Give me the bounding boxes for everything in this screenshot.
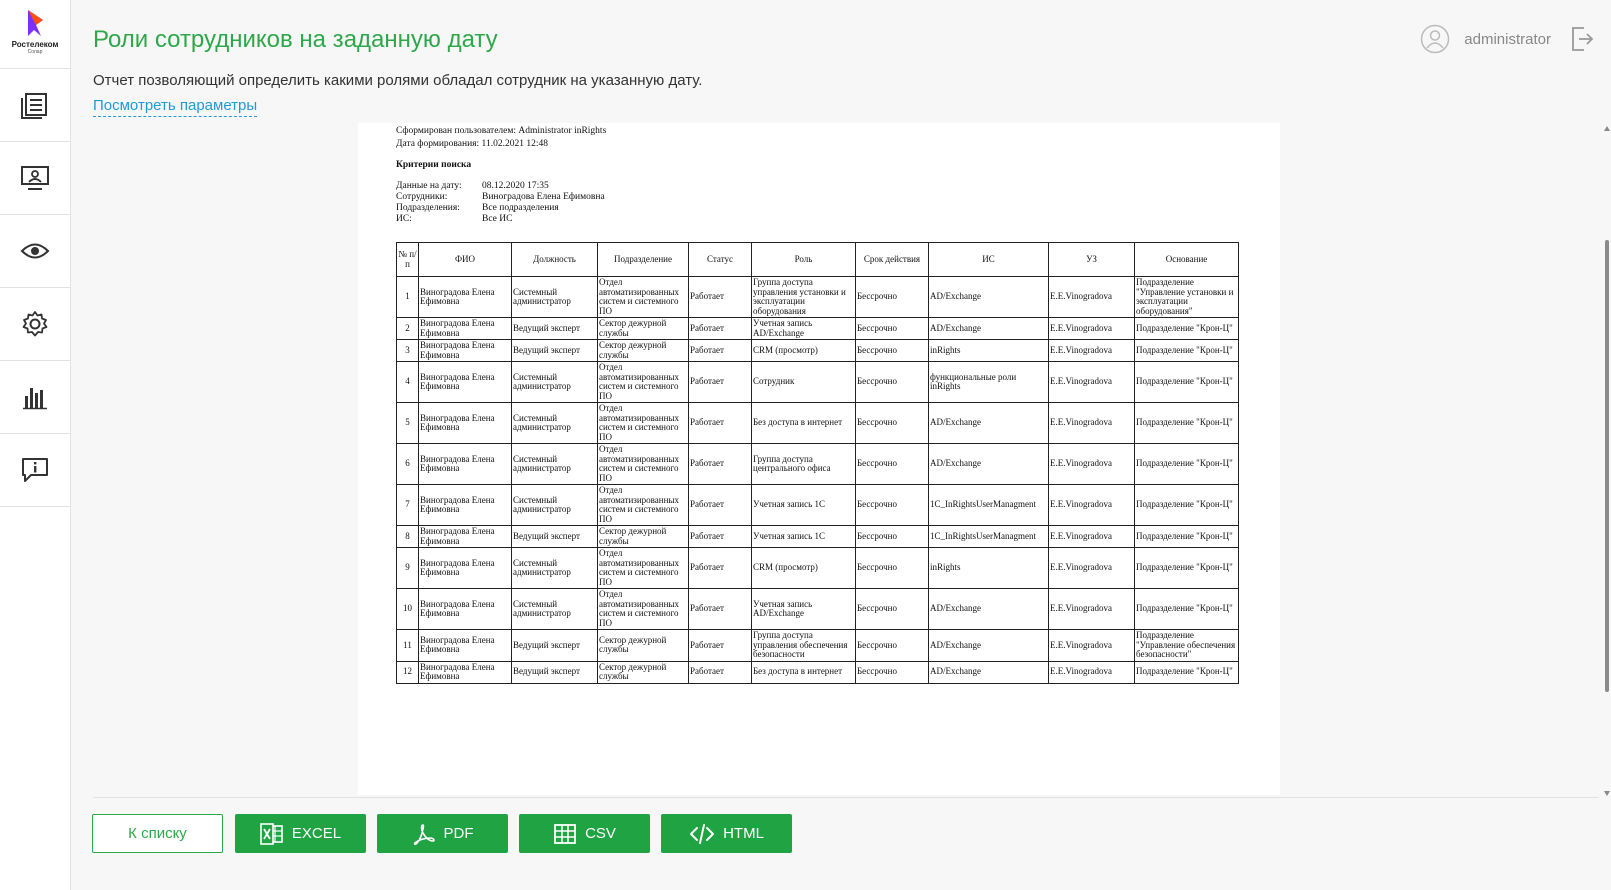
- logo-text: Ростелеком: [11, 40, 59, 49]
- col-header: Срок действия: [856, 243, 929, 277]
- table-cell: AD/Exchange: [929, 318, 1049, 340]
- table-cell: E.E.Vinogradova: [1049, 403, 1135, 444]
- export-excel-button[interactable]: [235, 814, 366, 853]
- info-message-icon: [20, 456, 50, 484]
- table-cell: Сектор дежурной службы: [598, 318, 689, 340]
- table-cell: Ведущий эксперт: [512, 661, 598, 683]
- table-cell: Работает: [689, 526, 752, 548]
- table-cell: Сектор дежурной службы: [598, 661, 689, 683]
- table-cell: Подразделение "Крон-Ц": [1135, 340, 1239, 362]
- table-cell: Сектор дежурной службы: [598, 340, 689, 362]
- table-cell: AD/Exchange: [929, 630, 1049, 662]
- table-cell: Виноградова Елена Ефимовна: [419, 444, 512, 485]
- table-cell: 1C_InRightsUserManagment: [929, 485, 1049, 526]
- table-cell: Системный администратор: [512, 277, 598, 318]
- table-cell: E.E.Vinogradova: [1049, 318, 1135, 340]
- table-cell: Подразделение "Крон-Ц": [1135, 444, 1239, 485]
- table-cell: Системный администратор: [512, 444, 598, 485]
- nav-monitor[interactable]: [0, 142, 70, 215]
- table-cell: Отдел автоматизированных систем и системного ПО: [598, 277, 689, 318]
- table-cell: Бессрочно: [856, 526, 929, 548]
- col-header: № п/п: [397, 243, 419, 277]
- rostelecom-logo-icon: [24, 8, 46, 38]
- back-to-list-button[interactable]: [92, 814, 223, 853]
- export-pdf-button[interactable]: [377, 814, 508, 853]
- table-cell: Системный администратор: [512, 548, 598, 589]
- table-cell: Виноградова Елена Ефимовна: [419, 485, 512, 526]
- table-cell: Виноградова Елена Ефимовна: [419, 277, 512, 318]
- table-cell: Виноградова Елена Ефимовна: [419, 630, 512, 662]
- table-cell: Работает: [689, 444, 752, 485]
- report-table: [396, 242, 1239, 684]
- table-row: [397, 362, 1239, 403]
- table-row: [397, 661, 1239, 683]
- table-row: [397, 444, 1239, 485]
- table-cell: E.E.Vinogradova: [1049, 526, 1135, 548]
- table-cell: Работает: [689, 340, 752, 362]
- table-cell: 2: [397, 318, 419, 340]
- logo-subtext: Солар: [27, 49, 43, 55]
- col-header: Подразделение: [598, 243, 689, 277]
- table-cell: Виноградова Елена Ефимовна: [419, 589, 512, 630]
- logout-button[interactable]: [1571, 26, 1595, 57]
- table-cell: Отдел автоматизированных систем и системного ПО: [598, 444, 689, 485]
- table-cell: Работает: [689, 661, 752, 683]
- table-cell: Подразделение "Управление обеспечения безопасности": [1135, 630, 1239, 662]
- table-cell: Ведущий эксперт: [512, 340, 598, 362]
- table-cell: Системный администратор: [512, 362, 598, 403]
- table-header-row: [397, 243, 1239, 277]
- table-cell: Бессрочно: [856, 277, 929, 318]
- user-menu[interactable]: [1420, 24, 1551, 54]
- scrollbar-thumb[interactable]: [1605, 240, 1609, 692]
- table-row: [397, 277, 1239, 318]
- nav-info[interactable]: [0, 434, 70, 507]
- table-cell: функциональные роли inRights: [929, 362, 1049, 403]
- table-cell: 10: [397, 589, 419, 630]
- export-pdf-label: PDF: [443, 825, 474, 842]
- report-generated-by: Сформирован пользователем: Administrator inRights: [396, 126, 607, 136]
- table-cell: Подразделение "Крон-Ц": [1135, 403, 1239, 444]
- criteria-value: Все ИС: [482, 214, 513, 224]
- table-cell: 5: [397, 403, 419, 444]
- col-header: Должность: [512, 243, 598, 277]
- page-description: Отчет позволяющий определить какими ролями обладал сотрудник на указанную дату.: [93, 72, 703, 89]
- table-cell: Работает: [689, 403, 752, 444]
- table-cell: Работает: [689, 318, 752, 340]
- table-cell: E.E.Vinogradova: [1049, 340, 1135, 362]
- report-preview: [358, 123, 1280, 795]
- table-cell: CRM (просмотр): [752, 548, 856, 589]
- table-cell: Ведущий эксперт: [512, 630, 598, 662]
- sidebar: [0, 0, 71, 890]
- criteria-label: ИС:: [396, 214, 412, 224]
- table-cell: Подразделение "Крон-Ц": [1135, 589, 1239, 630]
- table-cell: Группа доступа центрального офиса: [752, 444, 856, 485]
- divider: [93, 797, 1599, 798]
- criteria-row: [396, 192, 605, 203]
- table-cell: Учетная запись 1С: [752, 526, 856, 548]
- criteria-value: 08.12.2020 17:35: [482, 181, 549, 191]
- table-cell: Работает: [689, 362, 752, 403]
- table-cell: E.E.Vinogradova: [1049, 444, 1135, 485]
- table-cell: Ведущий эксперт: [512, 526, 598, 548]
- table-cell: Сектор дежурной службы: [598, 526, 689, 548]
- table-cell: Отдел автоматизированных систем и системного ПО: [598, 403, 689, 444]
- code-icon: [689, 823, 715, 845]
- export-html-button[interactable]: [661, 814, 792, 853]
- table-cell: 9: [397, 548, 419, 589]
- criteria-value: Виноградова Елена Ефимовна: [482, 192, 605, 202]
- table-cell: Подразделение "Крон-Ц": [1135, 526, 1239, 548]
- table-cell: Работает: [689, 589, 752, 630]
- page-title: Роли сотрудников на заданную дату: [93, 26, 498, 53]
- table-cell: Системный администратор: [512, 485, 598, 526]
- criteria-label: Сотрудники:: [396, 192, 448, 202]
- table-cell: E.E.Vinogradova: [1049, 548, 1135, 589]
- report-criteria-title: Критерии поиска: [396, 160, 472, 170]
- table-cell: Подразделение "Крон-Ц": [1135, 485, 1239, 526]
- col-header: ФИО: [419, 243, 512, 277]
- table-cell: AD/Exchange: [929, 277, 1049, 318]
- table-cell: Системный администратор: [512, 403, 598, 444]
- table-row: [397, 589, 1239, 630]
- report-generated-at: Дата формирования: 11.02.2021 12:48: [396, 139, 548, 149]
- criteria-row: [396, 214, 605, 225]
- criteria-row: [396, 181, 605, 192]
- table-cell: Виноградова Елена Ефимовна: [419, 548, 512, 589]
- table-row: [397, 485, 1239, 526]
- table-cell: Бессрочно: [856, 630, 929, 662]
- table-cell: inRights: [929, 548, 1049, 589]
- export-csv-label: CSV: [585, 825, 616, 842]
- table-cell: E.E.Vinogradova: [1049, 485, 1135, 526]
- username: administrator: [1464, 30, 1551, 48]
- table-row: [397, 403, 1239, 444]
- table-cell: AD/Exchange: [929, 444, 1049, 485]
- table-cell: inRights: [929, 340, 1049, 362]
- table-cell: Отдел автоматизированных систем и системного ПО: [598, 589, 689, 630]
- table-cell: Виноградова Елена Ефимовна: [419, 362, 512, 403]
- table-cell: 11: [397, 630, 419, 662]
- table-cell: 4: [397, 362, 419, 403]
- table-row: [397, 526, 1239, 548]
- nav-reports[interactable]: [0, 69, 70, 142]
- main-content: [71, 0, 1611, 890]
- table-cell: Бессрочно: [856, 444, 929, 485]
- document-list-icon: [20, 91, 50, 119]
- report-criteria: [396, 181, 605, 225]
- table-row: [397, 318, 1239, 340]
- view-parameters-link[interactable]: Посмотреть параметры: [93, 97, 257, 117]
- table-cell: 6: [397, 444, 419, 485]
- monitor-user-icon: [20, 164, 50, 192]
- table-cell: Виноградова Елена Ефимовна: [419, 403, 512, 444]
- scroll-up-arrow-icon[interactable]: [1604, 126, 1610, 131]
- scrollbar[interactable]: [1603, 126, 1611, 796]
- table-cell: Бессрочно: [856, 661, 929, 683]
- table-cell: Группа доступа управления установки и эксплуатации оборудования: [752, 277, 856, 318]
- table-cell: Работает: [689, 277, 752, 318]
- table-cell: Бессрочно: [856, 403, 929, 444]
- table-cell: Бессрочно: [856, 318, 929, 340]
- table-cell: 8: [397, 526, 419, 548]
- table-cell: CRM (просмотр): [752, 340, 856, 362]
- table-cell: Подразделение "Управление установки и эксплуатации оборудования": [1135, 277, 1239, 318]
- gear-icon: [21, 310, 49, 338]
- table-cell: Подразделение "Крон-Ц": [1135, 548, 1239, 589]
- back-to-list-label: К списку: [128, 825, 187, 842]
- table-cell: Виноградова Елена Ефимовна: [419, 661, 512, 683]
- table-cell: E.E.Vinogradova: [1049, 362, 1135, 403]
- table-cell: 1C_InRightsUserManagment: [929, 526, 1049, 548]
- export-html-label: HTML: [723, 825, 764, 842]
- table-cell: Отдел автоматизированных систем и системного ПО: [598, 485, 689, 526]
- table-cell: Бессрочно: [856, 362, 929, 403]
- table-body: [397, 277, 1239, 684]
- table-cell: Отдел автоматизированных систем и системного ПО: [598, 362, 689, 403]
- table-cell: 12: [397, 661, 419, 683]
- table-cell: Системный администратор: [512, 589, 598, 630]
- table-cell: AD/Exchange: [929, 661, 1049, 683]
- table-cell: Без доступа в интернет: [752, 403, 856, 444]
- table-cell: Виноградова Елена Ефимовна: [419, 526, 512, 548]
- table-cell: Виноградова Елена Ефимовна: [419, 318, 512, 340]
- table-cell: Подразделение "Крон-Ц": [1135, 362, 1239, 403]
- table-cell: Подразделение "Крон-Ц": [1135, 661, 1239, 683]
- table-row: [397, 548, 1239, 589]
- criteria-label: Подразделения:: [396, 203, 460, 213]
- table-row: [397, 630, 1239, 662]
- excel-icon: [260, 822, 284, 846]
- table-row: [397, 340, 1239, 362]
- pdf-icon: [412, 822, 436, 846]
- col-header: Роль: [752, 243, 856, 277]
- table-cell: Учетная запись AD/Exchange: [752, 589, 856, 630]
- criteria-value: Все подразделения: [482, 203, 559, 213]
- table-cell: Работает: [689, 548, 752, 589]
- criteria-label: Данные на дату:: [396, 181, 462, 191]
- eye-icon: [20, 240, 50, 262]
- table-cell: E.E.Vinogradova: [1049, 630, 1135, 662]
- table-cell: Подразделение "Крон-Ц": [1135, 318, 1239, 340]
- table-cell: Бессрочно: [856, 548, 929, 589]
- col-header: ИС: [929, 243, 1049, 277]
- table-cell: Бессрочно: [856, 340, 929, 362]
- col-header: Основание: [1135, 243, 1239, 277]
- col-header: Статус: [689, 243, 752, 277]
- export-excel-label: EXCEL: [291, 825, 342, 842]
- table-cell: Учетная запись AD/Exchange: [752, 318, 856, 340]
- table-cell: E.E.Vinogradova: [1049, 661, 1135, 683]
- table-cell: Виноградова Елена Ефимовна: [419, 340, 512, 362]
- table-cell: 1: [397, 277, 419, 318]
- table-cell: Бессрочно: [856, 589, 929, 630]
- table-cell: E.E.Vinogradova: [1049, 277, 1135, 318]
- table-cell: AD/Exchange: [929, 589, 1049, 630]
- nav-view[interactable]: [0, 215, 70, 288]
- criteria-row: [396, 203, 605, 214]
- table-cell: Без доступа в интернет: [752, 661, 856, 683]
- logo[interactable]: [0, 0, 70, 69]
- table-cell: 7: [397, 485, 419, 526]
- table-cell: Группа доступа управления обеспечения безопасности: [752, 630, 856, 662]
- scroll-down-arrow-icon[interactable]: [1604, 791, 1610, 796]
- table-cell: Работает: [689, 485, 752, 526]
- table-grid-icon: [553, 823, 577, 845]
- table-cell: Сотрудник: [752, 362, 856, 403]
- table-cell: AD/Exchange: [929, 403, 1049, 444]
- table-cell: Ведущий эксперт: [512, 318, 598, 340]
- col-header: УЗ: [1049, 243, 1135, 277]
- nav-settings[interactable]: [0, 288, 70, 361]
- user-avatar-icon: [1420, 24, 1450, 54]
- table-cell: E.E.Vinogradova: [1049, 589, 1135, 630]
- table-cell: Сектор дежурной службы: [598, 630, 689, 662]
- table-cell: Отдел автоматизированных систем и системного ПО: [598, 548, 689, 589]
- bar-chart-icon: [21, 384, 49, 410]
- nav-analytics[interactable]: [0, 361, 70, 434]
- export-csv-button[interactable]: [519, 814, 650, 853]
- table-cell: Учетная запись 1С: [752, 485, 856, 526]
- table-cell: 3: [397, 340, 419, 362]
- table-cell: Бессрочно: [856, 485, 929, 526]
- table-cell: Работает: [689, 630, 752, 662]
- logout-icon: [1571, 26, 1595, 52]
